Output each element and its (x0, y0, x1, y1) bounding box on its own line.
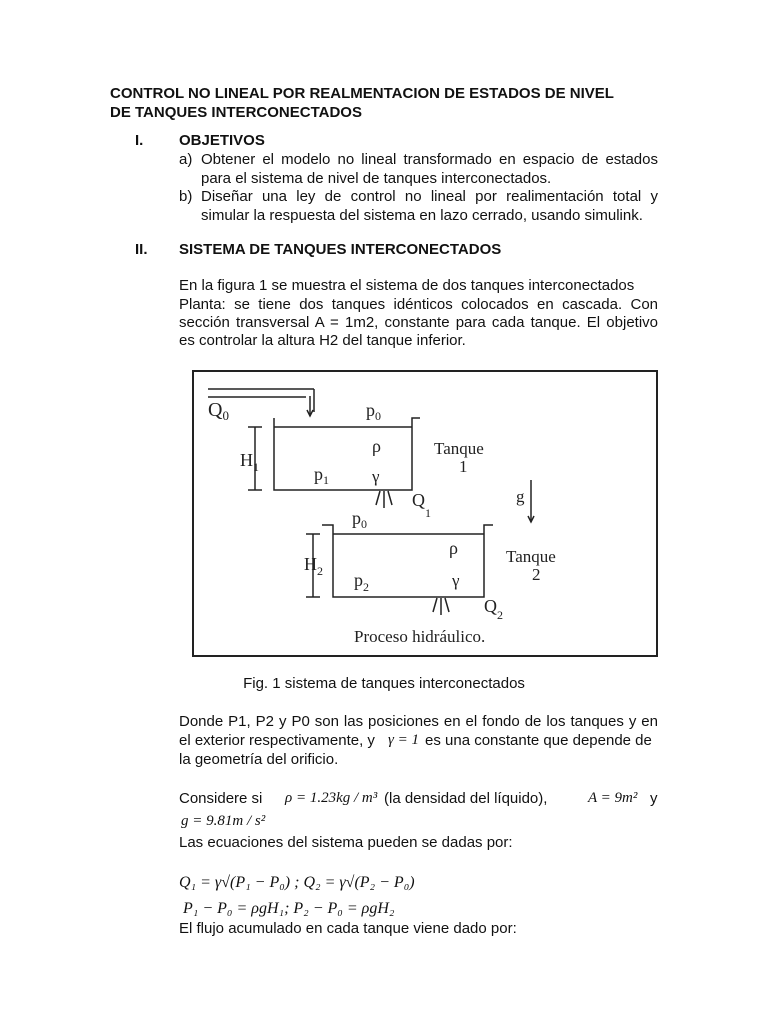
tank-2-number: 2 (532, 565, 541, 584)
rho-description: (la densidad del líquido), (384, 790, 548, 807)
tank-2-label: Tanque (506, 547, 556, 566)
objective-b-line-1: Diseñar una ley de control no lineal por realimentación total y (201, 188, 658, 205)
section-2-para-line-2: Planta: se tiene dos tanques idénticos colocados en cascada. Con (179, 296, 658, 313)
flow-equation: Q₁ = γ√(P₁ − P₀) ; Q₂ = γ√(P₂ − P₀) (179, 874, 415, 891)
h2-label: $H_2$ (304, 554, 323, 578)
objective-a-marker: a) (179, 151, 193, 168)
title-line-1: CONTROL NO LINEAL POR REALMENTACION DE ESTADOS DE NIVEL (110, 85, 614, 102)
q0-label: $Q_0$ (208, 399, 229, 423)
considere-text: Considere si (179, 790, 263, 807)
donde-line-3: la geometría del orificio. (179, 751, 339, 768)
flujo-text: El flujo acumulado en cada tanque viene dado por: (179, 920, 517, 937)
donde-line-2-a: el exterior respectivamente, y (179, 732, 375, 749)
q1-arrow-right (388, 491, 392, 505)
section-2-para-line-3: sección transversal A = 1m2, constante para cada tanque. El objetivo (179, 314, 658, 331)
h1-label: $H_1$ (240, 450, 259, 474)
donde-line-1: Donde P1, P2 y P0 son las posiciones en el fondo de los tanques y en (179, 713, 658, 730)
section-2-title: SISTEMA DE TANQUES INTERCONECTADOS (179, 241, 502, 258)
pressure-equation: P₁ − P₀ = ρgH₁; P₂ − P₀ = ρgH₂ (183, 900, 395, 917)
process-label: Proceso hidráulico. (354, 627, 486, 646)
tank-1-label: Tanque (434, 439, 484, 458)
q2-arrow-right (445, 598, 449, 612)
q1-label: $Q_1$ (412, 490, 431, 520)
rho-equation: ρ = 1.23kg / m³ (285, 790, 378, 806)
tank-diagram (194, 372, 656, 655)
objective-b-line-2: simular la respuesta del sistema en lazo cerrado, usando simulink. (201, 207, 643, 224)
q2-arrow-left (433, 598, 437, 612)
g-label: g (516, 487, 525, 506)
tank-1-body (274, 418, 420, 490)
p1-label: $p_1$ (314, 464, 329, 487)
donde-line-2-b: es una constante que depende de (425, 732, 652, 749)
and-word: y (650, 790, 658, 807)
gravity-equation: g = 9.81m / s² (181, 813, 266, 829)
section-1-number: I. (135, 132, 144, 149)
figure-caption: Fig. 1 sistema de tanques interconectados (243, 675, 525, 692)
gamma-equation: γ = 1 (388, 732, 420, 748)
tank-1-number: 1 (459, 457, 468, 476)
section-2-number: II. (135, 241, 148, 258)
area-equation: A = 9m² (588, 790, 638, 806)
objective-a-line-1: Obtener el modelo no lineal transformado en espacio de estados (201, 151, 658, 168)
q1-arrow-left (376, 491, 380, 505)
objective-a-line-2: para el sistema de nivel de tanques interconectados. (201, 170, 552, 187)
gamma-1-label: γ (372, 467, 380, 486)
ecuaciones-text: Las ecuaciones del sistema pueden se dadas por: (179, 834, 513, 851)
tank-system-figure (192, 370, 658, 657)
gamma-2-label: γ (452, 571, 460, 590)
document-title (110, 84, 670, 122)
q2-label: $Q_2$ (484, 596, 503, 622)
rho-1-label: ρ (372, 436, 381, 456)
rho-2-label: ρ (449, 538, 458, 558)
p0-mid-label: $p_0$ (352, 508, 367, 531)
section-1-title: OBJETIVOS (179, 132, 265, 149)
section-2-para-line-4: es controlar la altura H2 del tanque inferior. (179, 332, 466, 349)
section-2-para-line-1: En la figura 1 se muestra el sistema de dos tanques interconectados (179, 277, 635, 294)
objective-b-marker: b) (179, 188, 193, 205)
p0-top-label: $p_0$ (366, 400, 381, 423)
p2-label: $p_2$ (354, 570, 369, 594)
tank-2-body (322, 525, 493, 597)
title-line-2: DE TANQUES INTERCONECTADOS (110, 104, 362, 121)
